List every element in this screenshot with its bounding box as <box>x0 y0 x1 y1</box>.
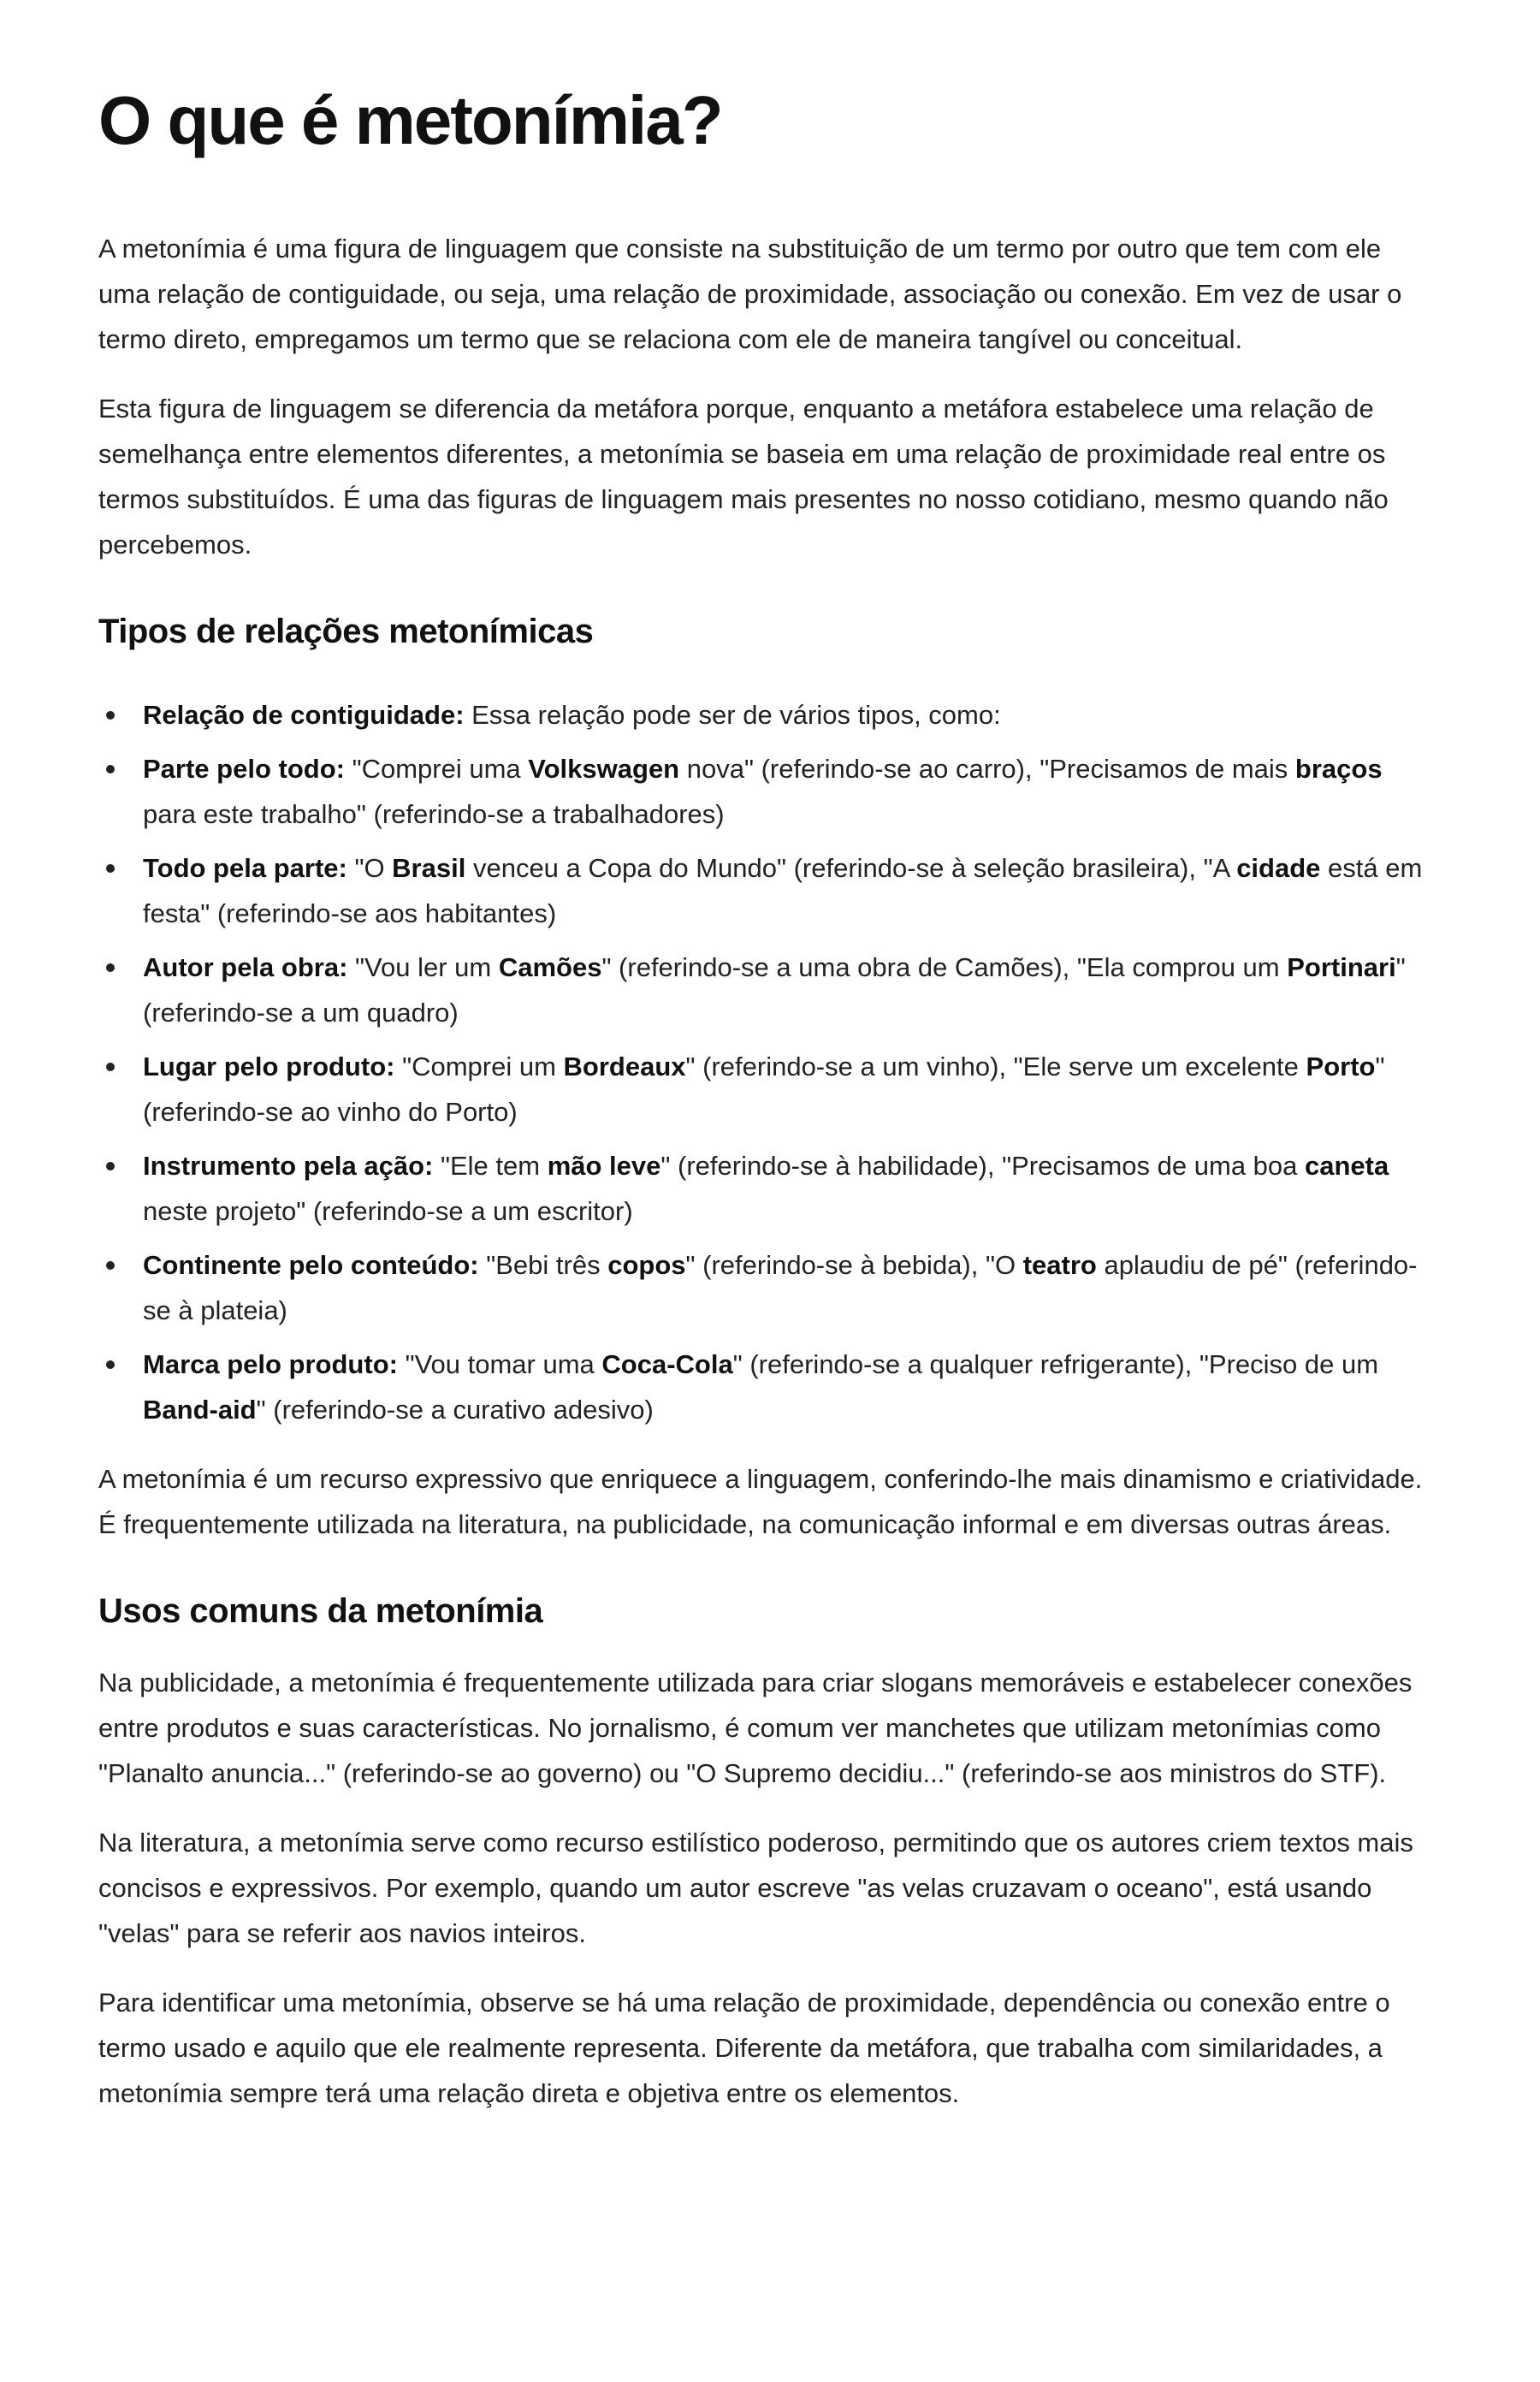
item-text: "Vou ler um <box>347 952 499 982</box>
item-text: "Comprei um <box>394 1052 564 1081</box>
item-text: neste projeto" (referindo-se a um escritor) <box>143 1196 633 1226</box>
bold-term: Marca pelo produto: <box>143 1349 398 1379</box>
uses-paragraph-1: Na publicidade, a metonímia é frequentemente utilizada para criar slogans memoráveis e estabelecer conexões entre produtos e suas características. No jornalismo, é comum ver manchetes que utilizam metonímias como "Planalto anuncia..." (referindo-se ao governo) ou "O Supremo decidiu..." (referindo-se aos ministros do STF). <box>98 1668 1413 1788</box>
list-item <box>98 945 1433 1035</box>
page-title: O que é metonímia? <box>98 82 722 158</box>
bold-term: cidade <box>1236 853 1321 883</box>
item-text: "O <box>346 853 393 883</box>
item-text: para este trabalho" (referindo-se a trabalhadores) <box>143 799 725 829</box>
bold-term: Bordeaux <box>563 1052 686 1081</box>
bold-term: teatro <box>1022 1250 1097 1280</box>
bold-term: Instrumento pela ação: <box>143 1151 434 1181</box>
item-text: aplaudiu de pé" (referindo-se à plateia) <box>143 1250 1418 1325</box>
list-item <box>98 1342 1433 1432</box>
bullet-icon <box>106 765 115 773</box>
bold-term: caneta <box>1305 1151 1389 1181</box>
bullet-icon <box>106 1162 115 1170</box>
bullet-icon <box>106 1063 115 1071</box>
bold-term: mão leve <box>547 1151 661 1181</box>
list-item <box>98 692 1433 738</box>
item-text: Essa relação pode ser de vários tipos, como: <box>464 700 1001 730</box>
uses-paragraph-3: Para identificar uma metonímia, observe se há uma relação de proximidade, dependência ou conexão entre o termo usado e aquilo que ele realmente representa. Diferente da metáfora, que trabalha com similaridades, a metonímia sempre terá uma relação direta e objetiva entre os elementos. <box>98 1988 1390 2108</box>
list-item <box>98 1143 1433 1234</box>
bold-term: Parte pelo todo: <box>143 754 345 784</box>
types-list <box>98 692 1433 1432</box>
bold-term: Band-aid <box>143 1395 257 1425</box>
item-text: " (referindo-se a um vinho), "Ele serve um excelente <box>685 1052 1306 1081</box>
bullet-icon <box>106 1261 115 1270</box>
bold-term: Autor pela obra: <box>143 952 348 982</box>
bold-term: Portinari <box>1287 952 1396 982</box>
intro-paragraph-2: Esta figura de linguagem se diferencia da metáfora porque, enquanto a metáfora estabelece uma relação de semelhança entre elementos diferentes, a metonímia se baseia em uma relação de proximidade real entre os termos substituídos. É uma das figuras de linguagem mais presentes no nosso cotidiano, mesmo quando não percebemos. <box>98 394 1389 560</box>
bold-term: Porto <box>1306 1052 1376 1081</box>
item-text: " (referindo-se a curativo adesivo) <box>256 1395 654 1425</box>
bold-term: braços <box>1294 754 1383 784</box>
item-text: " (referindo-se à habilidade), "Precisamos de uma boa <box>660 1151 1306 1181</box>
item-text: " (referindo-se à bebida), "O <box>685 1250 1023 1280</box>
list-item <box>98 1242 1433 1333</box>
intro-paragraph-1: A metonímia é uma figura de linguagem que consiste na substituição de um termo por outro que tem com ele uma relação de contiguidade, ou seja, uma relação de proximidade, associação ou conexão. Em vez de usar o termo direto, empregamos um termo que se relaciona com ele de maneira tangível ou conceitual. <box>98 234 1402 354</box>
bold-term: Camões <box>498 952 602 982</box>
bullet-icon <box>106 864 115 873</box>
types-closing-paragraph: A metonímia é um recurso expressivo que enriquece a linguagem, conferindo-lhe mais dinamismo e criatividade. É frequentemente utilizada na literatura, na publicidade, na comunicação informal e em diversas outras áreas. <box>98 1464 1423 1539</box>
item-text: "Comprei uma <box>344 754 529 784</box>
section-heading-uses: Usos comuns da metonímia <box>98 1592 543 1630</box>
bold-term: copos <box>607 1250 686 1280</box>
uses-paragraph-2: Na literatura, a metonímia serve como recurso estilístico poderoso, permitindo que os autores criem textos mais concisos e expressivos. Por exemplo, quando um autor escreve "as velas cruzavam o oceano", está usando "velas" para se referir aos navios inteiros. <box>98 1828 1413 1948</box>
item-text: " (referindo-se ao vinho do Porto) <box>143 1052 1385 1127</box>
bold-term: Lugar pelo produto: <box>143 1052 395 1081</box>
article <box>98 74 1433 2116</box>
item-text: " (referindo-se a um quadro) <box>143 952 1406 1028</box>
item-text: venceu a Copa do Mundo" (referindo-se à seleção brasileira), "A <box>465 853 1237 883</box>
item-text: " (referindo-se a qualquer refrigerante), "Preciso de um <box>732 1349 1379 1379</box>
bold-term: Todo pela parte: <box>143 853 347 883</box>
bold-term: Volkswagen <box>528 754 680 784</box>
bullet-icon <box>106 711 115 720</box>
list-item <box>98 1044 1433 1135</box>
bold-term: Brasil <box>392 853 466 883</box>
item-text: "Ele tem <box>433 1151 548 1181</box>
item-text: " (referindo-se a uma obra de Camões), "Ela comprou um <box>601 952 1288 982</box>
item-text: está em festa" (referindo-se aos habitantes) <box>143 853 1423 928</box>
list-item <box>98 845 1433 936</box>
bullet-icon <box>106 1360 115 1369</box>
item-text: "Vou tomar uma <box>397 1349 602 1379</box>
bold-term: Coca-Cola <box>601 1349 733 1379</box>
bold-term: Relação de contiguidade: <box>143 700 465 730</box>
item-text: nova" (referindo-se ao carro), "Precisamos de mais <box>679 754 1295 784</box>
bullet-icon <box>106 963 115 972</box>
bold-term: Continente pelo conteúdo: <box>143 1250 479 1280</box>
section-heading-types: Tipos de relações metonímicas <box>98 613 594 650</box>
item-text: "Bebi três <box>478 1250 608 1280</box>
list-item <box>98 746 1433 837</box>
